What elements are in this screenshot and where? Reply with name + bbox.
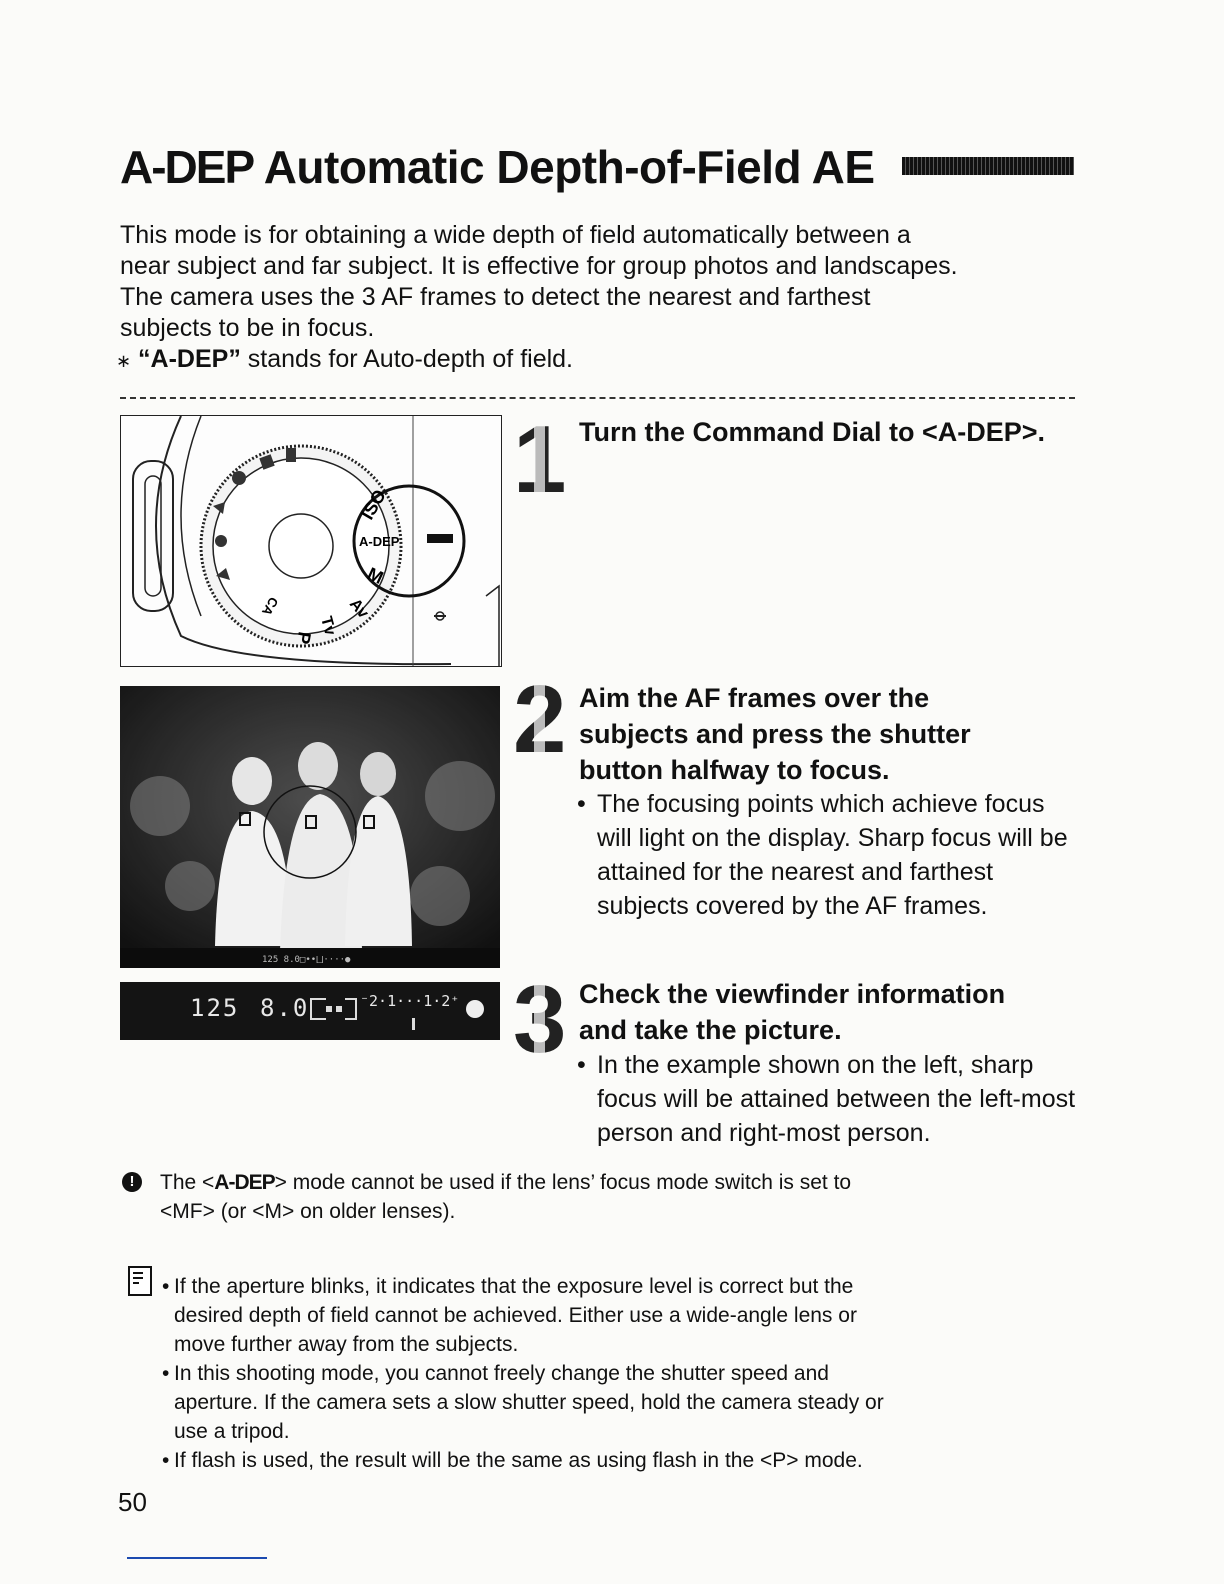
title-text: Automatic Depth-of-Field AE [263,141,875,193]
bullet-icon: • [162,1449,170,1472]
dial-label-p: P [292,630,315,646]
intro-line: subjects to be in focus. [120,314,375,342]
command-dial-svg [121,416,501,666]
intro-line: This mode is for obtaining a wide depth of field automatically between a [120,221,911,249]
bullet-icon: • [162,1275,170,1298]
step-1-number: 1 [513,406,567,513]
memo-item [120,1446,1040,1475]
caution-mode-label: A-DEP [214,1171,275,1194]
caution-text-end: on older lenses). [294,1200,456,1223]
step-3-body [577,1048,1097,1150]
intro-line: The camera uses the 3 AF frames to detect the nearest and farthest [120,283,871,311]
viewfinder-lcd-strip [120,982,500,1040]
caution-text-pre: The < [160,1171,215,1194]
caution-note [120,1168,1020,1226]
asterisk-icon: ∗ [116,351,132,371]
memo-line: move further away from the subjects. [174,1333,519,1356]
dial-label-av: Av [345,595,372,622]
step-3-heading-line: Check the viewfinder information [579,979,1006,1009]
step-3-number: 3 [513,966,567,1073]
command-dial-illustration [120,415,502,667]
memo-line: If the aperture blinks, it indicates that the exposure level is correct but the [174,1275,854,1298]
viewfinder-photo-svg [120,686,500,968]
intro-line: near subject and far subject. It is effective for group photos and landscapes. [120,252,958,280]
intro-note-text: stands for Auto-depth of field. [240,345,573,373]
dial-label-iso: ISO [357,486,390,523]
step-2-heading-line: button halfway to focus. [579,755,890,785]
dial-label-adep: A-DEP [359,534,400,549]
step-2-body-text: The focusing points which achieve focus will light on the display. Sharp focus will be attained for the nearest and farthest subjects covered by the AF frames. [597,790,1068,920]
memo-line: In this shooting mode, you cannot freely change the shutter speed and [174,1362,829,1385]
step-2-heading [579,680,971,788]
step-3-heading-line: and take the picture. [579,1015,842,1045]
intro-paragraph [116,220,1080,377]
title-decorative-bar [902,157,1074,175]
section-divider [120,397,1075,399]
memo-notes [120,1272,1040,1475]
viewfinder-photo [120,686,500,968]
dial-label-tv: Tv [317,614,339,638]
page-title [120,140,875,194]
page-number: 50 [118,1487,147,1517]
memo-line: use a tripod. [174,1420,290,1443]
memo-line: aperture. If the camera sets a slow shutter speed, hold the camera steady or [174,1391,884,1414]
lcd-shutter-speed: 125 [190,994,240,1022]
bottom-rule [127,1557,267,1559]
intro-note [116,344,1080,377]
step-3-heading [579,976,1005,1048]
caution-mf-label: <MF> [160,1200,215,1223]
memo-line: desired depth of field cannot be achieved. Either use a wide-angle lens or [174,1304,857,1327]
bullet-icon: • [162,1362,170,1385]
memo-item [120,1272,1040,1359]
lcd-bracket-icon [310,998,326,1020]
lcd-exposure-scale: ⁻2·1···1·2⁺ [360,992,460,1010]
lcd-dot-icon [326,1006,332,1012]
intro-note-term: “A-DEP” [138,345,241,373]
caution-m-label: <M> [252,1200,295,1223]
step-2-heading-line: Aim the AF frames over the [579,683,930,713]
dial-label-m: M [364,563,387,588]
title-mode-label: A-DEP [120,141,254,193]
viewfinder-small-readout: 125 8.0□••⨆····● [262,955,351,965]
lcd-dot-icon [336,1006,342,1012]
bullet-icon: • [577,1051,586,1079]
lcd-bracket-icon [345,998,357,1020]
step-3-body-text: In the example shown on the left, sharp focus will be attained between the left-most person and right-most person. [597,1051,1076,1147]
caution-icon: ! [122,1172,142,1192]
memo-item [120,1359,1040,1446]
lcd-focus-confirm-icon [466,1000,484,1018]
step-2-body [577,787,1083,923]
step-1-heading: Turn the Command Dial to <A-DEP>. [579,417,1046,447]
lcd-scale-marker-icon [412,1018,415,1030]
lcd-aperture: 8.0 [260,994,310,1022]
step-2-number: 2 [513,666,567,773]
dial-label-ca: CA [259,594,282,619]
caution-text-post: > mode cannot be used if the lens’ focus mode switch is set to [274,1171,852,1194]
caution-text-mid: (or [214,1200,253,1223]
bullet-icon: • [577,790,586,818]
step-2-heading-line: subjects and press the shutter [579,719,971,749]
memo-line: If flash is used, the result will be the same as using flash in the <P> mode. [174,1449,863,1472]
